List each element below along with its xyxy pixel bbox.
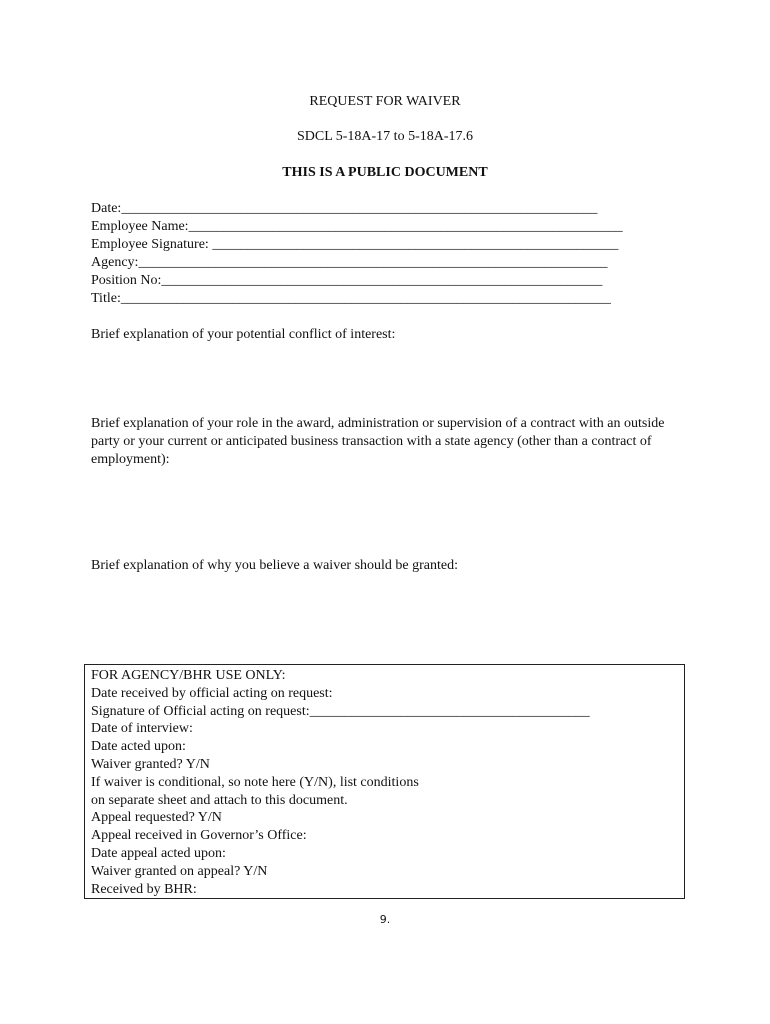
field-blank-line[interactable]: ____________________________________________________________________ — [121, 201, 598, 216]
field-blank-line[interactable]: _______________________________________________________________ — [161, 273, 603, 288]
field-label: Position No: — [91, 273, 162, 288]
field-label: Title: — [91, 291, 121, 306]
applicant-fields — [91, 200, 631, 308]
employee-signature-field[interactable] — [91, 236, 631, 254]
appeal-requested-line: Appeal requested? Y/N — [91, 810, 222, 826]
waiver-justification-prompt: Brief explanation of why you believe a waiver should be granted: — [91, 558, 458, 573]
title-field[interactable] — [91, 290, 631, 308]
date-field[interactable] — [91, 200, 631, 218]
employee-name-field[interactable] — [91, 218, 631, 236]
field-blank-line[interactable]: ______________________________________________________________________ — [120, 291, 611, 306]
public-document-notice: THIS IS A PUBLIC DOCUMENT — [282, 165, 488, 180]
waiver-granted-on-appeal-line: Waiver granted on appeal? Y/N — [91, 863, 268, 879]
date-acted-upon-line: Date acted upon: — [91, 739, 186, 755]
field-blank-line[interactable]: ______________________________________________________________ — [188, 219, 623, 234]
agency-box-heading: FOR AGENCY/BHR USE ONLY: — [91, 668, 286, 683]
field-label: Employee Name: — [91, 219, 189, 234]
agency-field[interactable] — [91, 254, 631, 272]
position-number-field[interactable] — [91, 272, 631, 290]
waiver-granted-line: Waiver granted? Y/N — [91, 756, 210, 772]
statute-reference: SDCL 5-18A-17 to 5-18A-17.6 — [296, 129, 474, 144]
received-by-bhr-line: Received by BHR: — [91, 881, 197, 897]
agency-use-only-box — [84, 664, 685, 899]
date-appeal-acted-line: Date appeal acted upon: — [91, 845, 226, 861]
role-explanation-prompt: Brief explanation of your role in the award, administration or supervision of a contract with an outside party or your current or anticipated business transaction with a state agency (other than a contract of employment): — [91, 416, 665, 467]
date-of-interview-line: Date of interview: — [91, 721, 193, 737]
conflict-explanation-prompt: Brief explanation of your potential conflict of interest: — [91, 327, 396, 342]
field-label: Date: — [91, 201, 122, 216]
field-blank-line[interactable]: ___________________________________________________________________ — [138, 255, 608, 270]
field-blank-line[interactable]: __________________________________________________________ — [212, 237, 619, 252]
document-title: REQUEST FOR WAIVER — [309, 94, 461, 109]
conditional-waiver-continued-line: on separate sheet and attach to this document. — [91, 792, 348, 808]
date-received-line: Date received by official acting on request: — [91, 685, 333, 701]
field-label: Employee Signature: — [91, 237, 213, 252]
official-signature-line: Signature of Official acting on request:________________________________________ — [91, 703, 590, 719]
page-number: 9. — [379, 913, 391, 926]
appeal-received-line: Appeal received in Governor’s Office: — [91, 828, 307, 844]
conditional-waiver-line: If waiver is conditional, so note here (Y/N), list conditions — [91, 774, 419, 790]
field-label: Agency: — [91, 255, 139, 270]
